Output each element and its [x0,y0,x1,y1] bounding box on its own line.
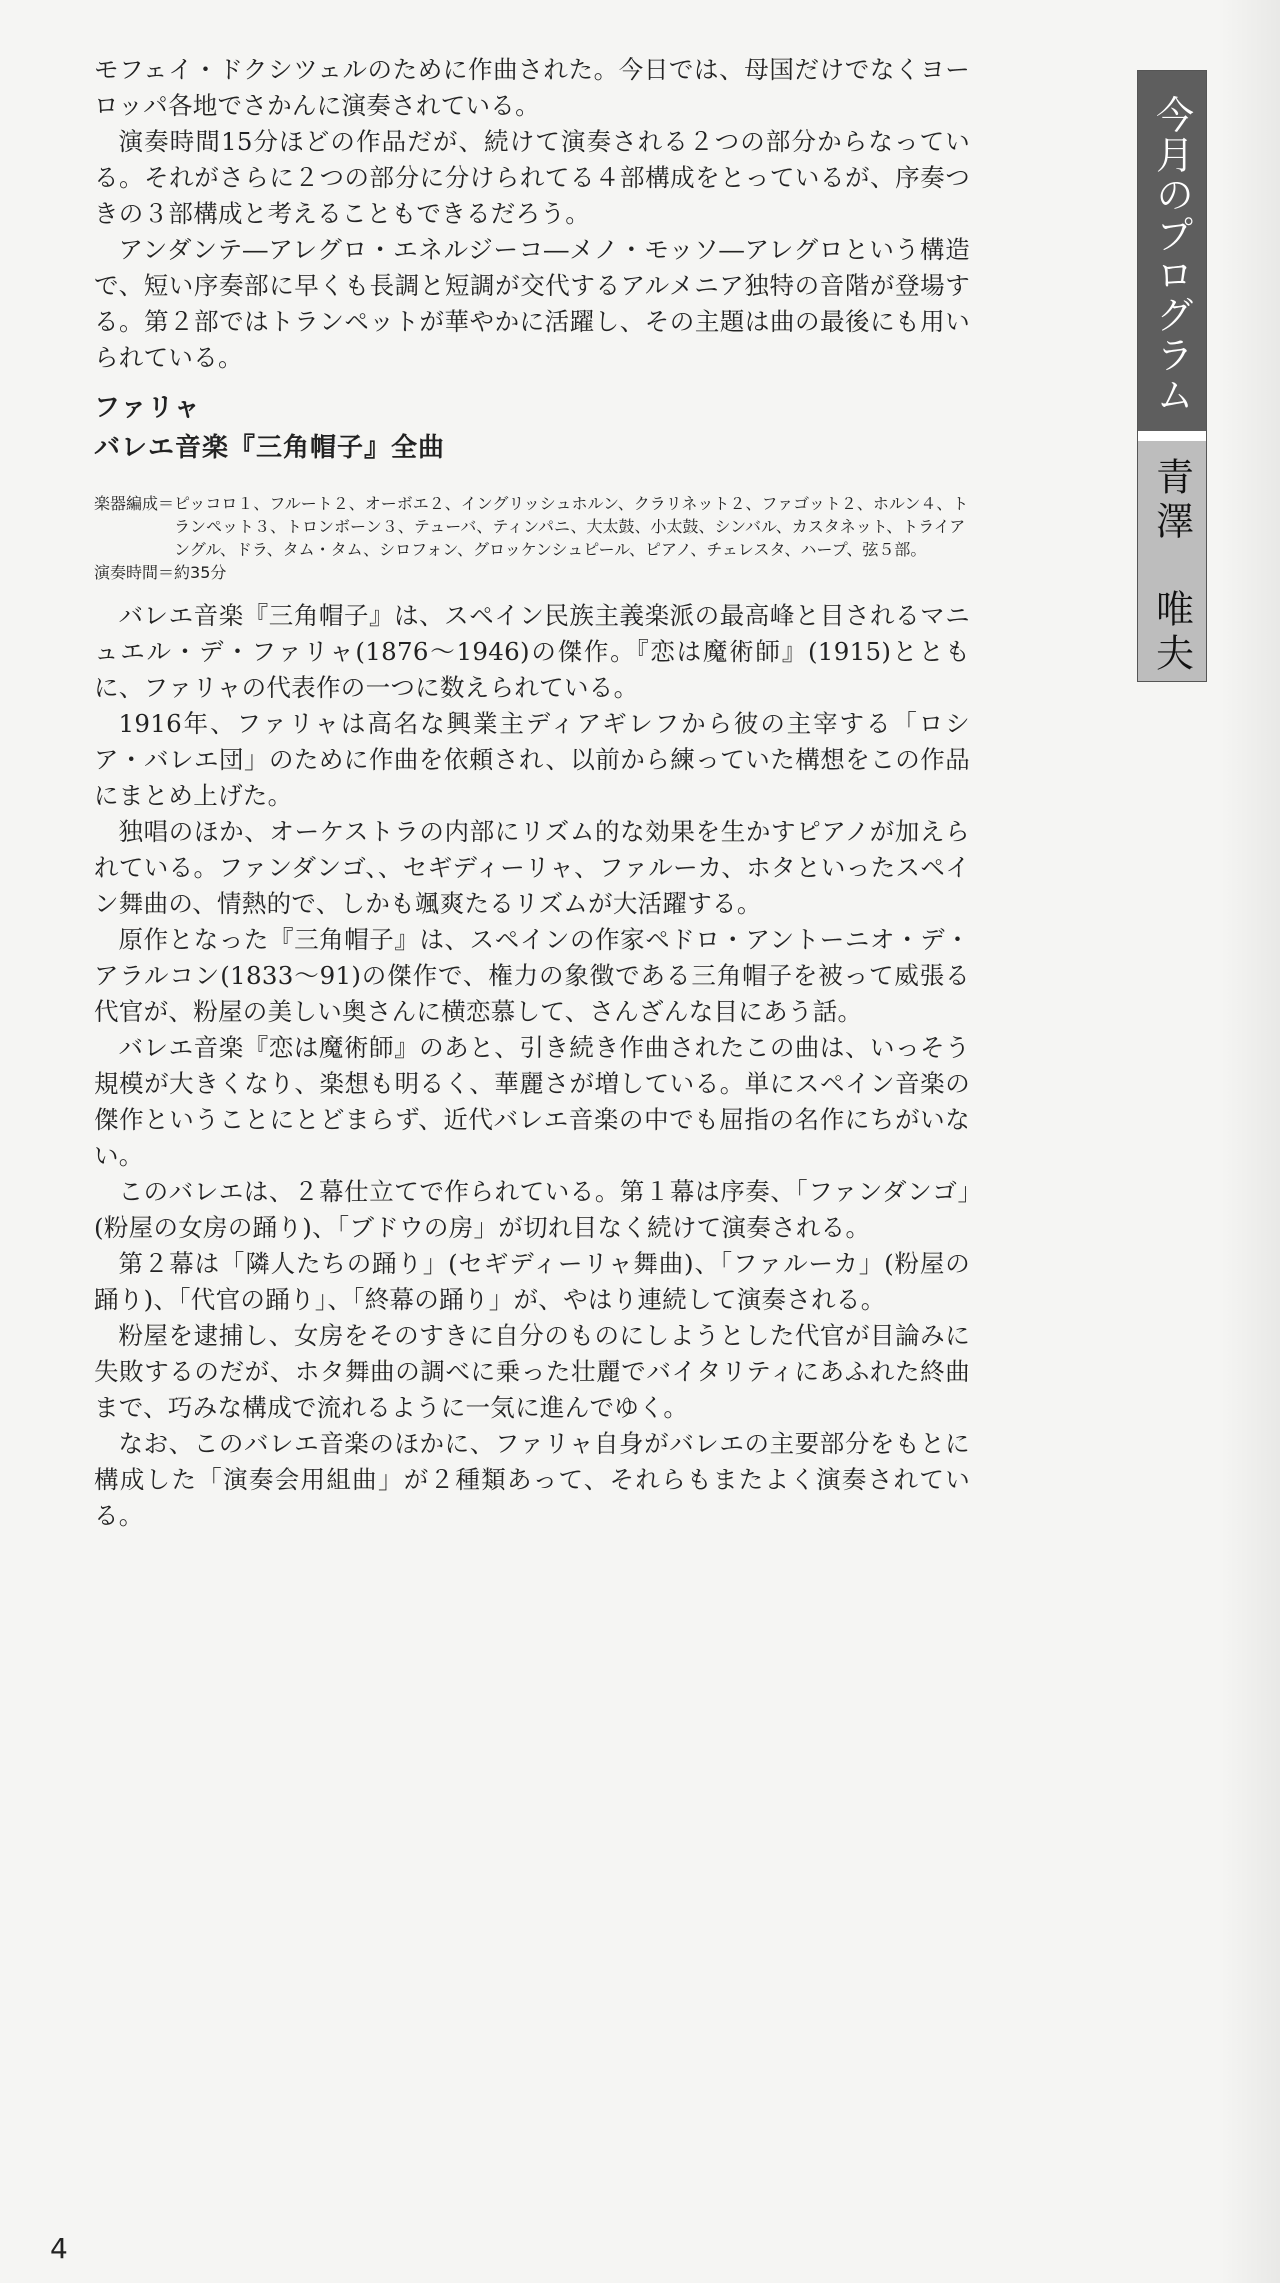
main-text [94,52,970,1534]
instrumentation-value: ピッコロ１、フルート２、オーボエ２、イングリッシュホルン、クラリネット２、ファゴット２、ホルン４、トランペット３、トロンボーン３、テューバ、ティンパニ、大太鼓、小太鼓、シンバル、カスタネット、トライアングル、ドラ、タム・タム、シロフォン、グロッケンシュピール、ピアノ、チェレスタ、ハープ、弦５部。 [174,494,969,559]
body-paragraph-9: なお、このバレエ音楽のほかに、ファリャ自身がバレエの主要部分をもとに構成した「演奏会用組曲」が２種類あって、それらもまたよく演奏されている。 [94,1429,970,1530]
intro-paragraph-2: 演奏時間15分ほどの作品だが、続けて演奏される２つの部分からなっている。それがさらに２つの部分に分けられてる４部構成をとっているが、序奏つきの３部構成と考えることもできるだろう。 [94,127,970,228]
page-number: 4 [50,2232,68,2265]
duration-row [94,561,970,584]
piece-title: バレエ音楽『三角帽子』全曲 [94,433,446,463]
composer-name: ファリャ [94,393,201,423]
section-sidebar [1137,70,1207,682]
intro-paragraph-3: アンダンテ―アレグロ・エネルジーコ―メノ・モッソ―アレグロという構造で、短い序奏部に早くも長調と短調が交代するアルメニア独特の音階が登場する。第２部ではトランペットが華やかに活躍し、その主題は曲の最後にも用いられている。 [94,235,970,372]
piece-specs [94,492,970,584]
body-paragraph-1: バレエ音楽『三角帽子』は、スペイン民族主義楽派の最高峰と目されるマニュエル・デ・ファリャ(1876～1946)の傑作。『恋は魔術師』(1915)とともに、ファリャの代表作の一つに数えられている。 [94,601,970,702]
body-paragraph-7: 第２幕は「隣人たちの踊り」(セギディーリャ舞曲)、「ファルーカ」(粉屋の踊り)、「代官の踊り」、「終幕の踊り」が、やはり連続して演奏される。 [94,1249,970,1314]
author-name: 青澤 唯夫 [1138,441,1206,681]
section-label: 今月のプログラム [1138,71,1206,431]
instrumentation-label: 楽器編成＝ [94,494,175,513]
duration-value: 約35分 [174,563,227,582]
page-edge-shadow [1220,0,1280,2283]
body-paragraph-2: 1916年、ファリャは高名な興業主ディアギレフから彼の主宰する「ロシア・バレエ団」のために作曲を依頼され、以前から練っていた構想をこの作品にまとめ上げた。 [94,709,970,810]
duration-label: 演奏時間＝ [94,563,175,582]
body-paragraph-4: 原作となった『三角帽子』は、スペインの作家ペドロ・アントーニオ・デ・アラルコン(1833～91)の傑作で、権力の象徴である三角帽子を被って威張る代官が、粉屋の美しい奥さんに横恋慕して、さんざんな目にあう話。 [94,925,970,1026]
body-paragraph-8: 粉屋を逮捕し、女房をそのすきに自分のものにしようとした代官が目論みに失敗するのだが、ホタ舞曲の調べに乗った壮麗でバイタリティにあふれた終曲まで、巧みな構成で流れるように一気に進んでゆく。 [94,1321,970,1422]
piece-heading [94,388,970,468]
body-paragraph-3: 独唱のほか、オーケストラの内部にリズム的な効果を生かすピアノが加えられている。ファンダンゴ、、セギディーリャ、ファルーカ、ホタといったスペイン舞曲の、情熱的で、しかも颯爽たるリズムが大活躍する。 [94,817,970,918]
intro-paragraph-1: モフェイ・ドクシツェルのために作曲された。今日では、母国だけでなくヨーロッパ各地でさかんに演奏されている。 [94,55,970,120]
instrumentation-row [94,492,970,561]
body-paragraph-6: このバレエは、２幕仕立てで作られている。第１幕は序奏、「ファンダンゴ」(粉屋の女房の踊り)、「ブドウの房」が切れ目なく続けて演奏される。 [94,1177,970,1242]
body-paragraph-5: バレエ音楽『恋は魔術師』のあと、引き続き作曲されたこの曲は、いっそう規模が大きくなり、楽想も明るく、華麗さが増している。単にスペイン音楽の傑作ということにとどまらず、近代バレエ音楽の中でも屈指の名作にちがいない。 [94,1033,970,1170]
